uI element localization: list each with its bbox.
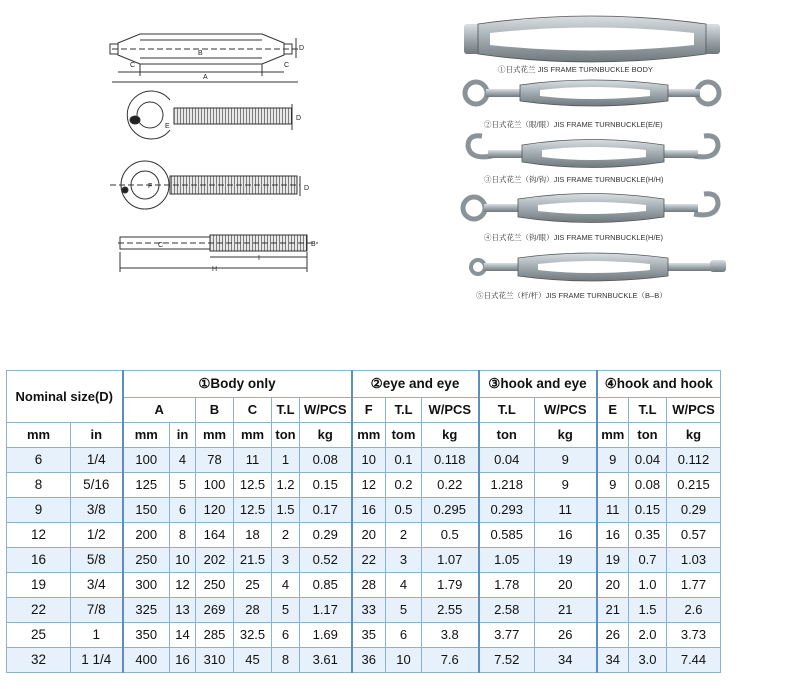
table-cell: 2.58 xyxy=(479,598,535,623)
table-cell: 7/8 xyxy=(71,598,123,623)
table-cell: 20 xyxy=(597,573,629,598)
column-header: F xyxy=(352,398,386,423)
table-cell: 3 xyxy=(272,548,300,573)
table-row xyxy=(7,648,721,673)
table-cell: 0.22 xyxy=(422,473,479,498)
table-row xyxy=(7,473,721,498)
turnbuckle-body-photo xyxy=(464,16,720,62)
column-header: W/PCS xyxy=(535,398,597,423)
table-cell: 11 xyxy=(234,448,272,473)
table-cell: 285 xyxy=(196,623,234,648)
table-cell: 202 xyxy=(196,548,234,573)
table-cell: 3.8 xyxy=(422,623,479,648)
table-cell: 1/4 xyxy=(71,448,123,473)
table-cell: 3/4 xyxy=(71,573,123,598)
table-cell: 19 xyxy=(597,548,629,573)
unit-cell: kg xyxy=(667,423,721,448)
table-cell: 400 xyxy=(123,648,170,673)
table-cell: 1 1/4 xyxy=(71,648,123,673)
table-cell: 9 xyxy=(535,448,597,473)
table-cell: 269 xyxy=(196,598,234,623)
table-cell: 0.52 xyxy=(300,548,352,573)
table-cell: 120 xyxy=(196,498,234,523)
table-cell: 16 xyxy=(597,523,629,548)
table-cell: 0.1 xyxy=(386,448,422,473)
dim-label: C xyxy=(284,62,290,69)
table-cell: 5 xyxy=(386,598,422,623)
column-header: W/PCS xyxy=(422,398,479,423)
table-cell: 25 xyxy=(234,573,272,598)
unit-cell: ton xyxy=(629,423,667,448)
table-cell: 32.5 xyxy=(234,623,272,648)
table-cell: 12 xyxy=(170,573,196,598)
table-cell: 1.5 xyxy=(629,598,667,623)
table-cell: 250 xyxy=(196,573,234,598)
table-cell: 10 xyxy=(170,548,196,573)
dim-label: C xyxy=(130,62,136,69)
nominal-size-header: Nominal size(D) xyxy=(7,371,123,423)
table-cell: 0.15 xyxy=(300,473,352,498)
table-cell: 26 xyxy=(597,623,629,648)
table-cell: 6 xyxy=(272,623,300,648)
table-cell: 3/8 xyxy=(71,498,123,523)
table-cell: 2 xyxy=(386,523,422,548)
table-row xyxy=(7,523,721,548)
caption-rod-rod: ⑤日式花兰（杆/杆）JIS FRAME TURNBUCKLE（B–B） xyxy=(476,291,667,300)
table-cell: 6 xyxy=(170,498,196,523)
table-cell: 12 xyxy=(7,523,71,548)
column-header: T.L xyxy=(272,398,300,423)
table-cell: 0.5 xyxy=(422,523,479,548)
table-cell: 9 xyxy=(597,473,629,498)
dim-label: B xyxy=(311,241,316,248)
table-cell: 0.112 xyxy=(667,448,721,473)
table-cell: 0.215 xyxy=(667,473,721,498)
unit-cell: kg xyxy=(300,423,352,448)
table-cell: 19 xyxy=(535,548,597,573)
table-cell: 12.5 xyxy=(234,473,272,498)
table-cell: 0.04 xyxy=(479,448,535,473)
table-cell: 1.0 xyxy=(629,573,667,598)
table-cell: 16 xyxy=(352,498,386,523)
table-cell: 5/16 xyxy=(71,473,123,498)
table-cell: 20 xyxy=(535,573,597,598)
table-cell: 0.57 xyxy=(667,523,721,548)
table-cell: 3 xyxy=(386,548,422,573)
table-cell: 22 xyxy=(7,598,71,623)
table-cell: 0.293 xyxy=(479,498,535,523)
table-cell: 12 xyxy=(352,473,386,498)
table-cell: 1/2 xyxy=(71,523,123,548)
column-header: T.L xyxy=(386,398,422,423)
table-row xyxy=(7,498,721,523)
table-cell: 1.2 xyxy=(272,473,300,498)
column-header: E xyxy=(597,398,629,423)
table-cell: 0.2 xyxy=(386,473,422,498)
group-header: ③hook and eye xyxy=(479,371,597,398)
table-cell: 26 xyxy=(535,623,597,648)
column-header: B xyxy=(196,398,234,423)
unit-cell: mm xyxy=(352,423,386,448)
turnbuckle-eye-eye-photo xyxy=(465,80,719,106)
table-cell: 310 xyxy=(196,648,234,673)
column-header: C xyxy=(234,398,272,423)
table-cell: 250 xyxy=(123,548,170,573)
table-cell: 6 xyxy=(386,623,422,648)
unit-cell: mm xyxy=(597,423,629,448)
table-cell: 78 xyxy=(196,448,234,473)
table-cell: 1.07 xyxy=(422,548,479,573)
table-cell: 10 xyxy=(386,648,422,673)
table-cell: 1.69 xyxy=(300,623,352,648)
table-cell: 2.6 xyxy=(667,598,721,623)
table-cell: 16 xyxy=(7,548,71,573)
product-drawings xyxy=(0,0,800,330)
table-cell: 8 xyxy=(170,523,196,548)
table-cell: 1.218 xyxy=(479,473,535,498)
table-cell: 0.04 xyxy=(629,448,667,473)
table-cell: 0.35 xyxy=(629,523,667,548)
table-cell: 1.03 xyxy=(667,548,721,573)
table-cell: 34 xyxy=(597,648,629,673)
column-header: T.L xyxy=(479,398,535,423)
table-cell: 0.08 xyxy=(300,448,352,473)
dim-label: E xyxy=(165,123,170,130)
turnbuckle-hook-hook-photo xyxy=(468,136,718,168)
unit-cell: ton xyxy=(479,423,535,448)
table-cell: 3.0 xyxy=(629,648,667,673)
units-row xyxy=(7,423,721,448)
technical-drawing-eye xyxy=(110,161,300,209)
table-cell: 0.85 xyxy=(300,573,352,598)
table-cell: 14 xyxy=(170,623,196,648)
table-cell: 21 xyxy=(597,598,629,623)
caption-eye-eye: ②日式花兰（眼/眼）JIS FRAME TURNBUCKLE(E/E) xyxy=(484,120,663,129)
table-cell: 1.78 xyxy=(479,573,535,598)
table-cell: 325 xyxy=(123,598,170,623)
table-cell: 3.61 xyxy=(300,648,352,673)
dim-label: D xyxy=(296,115,302,122)
unit-cell: ton xyxy=(272,423,300,448)
table-cell: 0.15 xyxy=(629,498,667,523)
table-cell: 2.55 xyxy=(422,598,479,623)
unit-cell: mm xyxy=(196,423,234,448)
table-cell: 125 xyxy=(123,473,170,498)
table-cell: 45 xyxy=(234,648,272,673)
table-cell: 350 xyxy=(123,623,170,648)
table-cell: 34 xyxy=(535,648,597,673)
table-cell: 1.79 xyxy=(422,573,479,598)
table-cell: 0.5 xyxy=(386,498,422,523)
table-row xyxy=(7,598,721,623)
table-cell: 10 xyxy=(352,448,386,473)
table-cell: 0.7 xyxy=(629,548,667,573)
column-header: T.L xyxy=(629,398,667,423)
table-cell: 16 xyxy=(170,648,196,673)
table-cell: 2 xyxy=(272,523,300,548)
caption-hook-eye: ④日式花兰（钩/眼）JIS FRAME TURNBUCKLE(H/E) xyxy=(484,233,664,242)
unit-cell: in xyxy=(170,423,196,448)
dim-label: A xyxy=(203,74,208,81)
table-row xyxy=(7,573,721,598)
table-cell: 150 xyxy=(123,498,170,523)
table-cell: 2.0 xyxy=(629,623,667,648)
turnbuckle-hook-eye-photo xyxy=(463,194,718,223)
table-cell: 21.5 xyxy=(234,548,272,573)
table-cell: 12.5 xyxy=(234,498,272,523)
table-cell: 6 xyxy=(7,448,71,473)
table-cell: 33 xyxy=(352,598,386,623)
table-cell: 0.29 xyxy=(667,498,721,523)
table-cell: 9 xyxy=(7,498,71,523)
table-cell: 28 xyxy=(352,573,386,598)
column-header: A xyxy=(123,398,196,423)
table-cell: 32 xyxy=(7,648,71,673)
table-cell: 25 xyxy=(7,623,71,648)
column-header: W/PCS xyxy=(300,398,352,423)
table-cell: 16 xyxy=(535,523,597,548)
table-cell: 35 xyxy=(352,623,386,648)
spec-table xyxy=(6,370,721,673)
table-cell: 1.77 xyxy=(667,573,721,598)
table-cell: 5 xyxy=(170,473,196,498)
table-cell: 36 xyxy=(352,648,386,673)
table-cell: 3.73 xyxy=(667,623,721,648)
dim-label: C xyxy=(158,242,164,249)
table-row xyxy=(7,548,721,573)
dim-label: F xyxy=(148,183,153,190)
unit-cell: tom xyxy=(386,423,422,448)
caption-body: ①日式花兰 JIS FRAME TURNBUCKLE BODY xyxy=(498,65,653,74)
table-cell: 300 xyxy=(123,573,170,598)
table-cell: 4 xyxy=(272,573,300,598)
table-cell: 20 xyxy=(352,523,386,548)
table-cell: 18 xyxy=(234,523,272,548)
group-header: ④hook and hook xyxy=(597,371,721,398)
caption-hook-hook: ③日式花兰（钩/钩）JIS FRAME TURNBUCKLE(H/H) xyxy=(484,175,664,184)
table-cell: 19 xyxy=(7,573,71,598)
table-cell: 7.44 xyxy=(667,648,721,673)
table-cell: 5 xyxy=(272,598,300,623)
table-cell: 11 xyxy=(597,498,629,523)
dim-label: I xyxy=(258,255,260,262)
technical-drawing-hook xyxy=(127,91,292,139)
table-cell: 0.17 xyxy=(300,498,352,523)
group-header: ②eye and eye xyxy=(352,371,479,398)
table-cell: 0.118 xyxy=(422,448,479,473)
unit-cell: kg xyxy=(535,423,597,448)
table-cell: 8 xyxy=(7,473,71,498)
unit-cell: mm xyxy=(123,423,170,448)
table-cell: 200 xyxy=(123,523,170,548)
dim-label: D xyxy=(304,185,310,192)
table-cell: 7.6 xyxy=(422,648,479,673)
table-row xyxy=(7,623,721,648)
table-cell: 21 xyxy=(535,598,597,623)
table-cell: 9 xyxy=(535,473,597,498)
unit-cell: mm xyxy=(234,423,272,448)
table-cell: 100 xyxy=(123,448,170,473)
unit-cell: mm xyxy=(7,423,71,448)
table-cell: 28 xyxy=(234,598,272,623)
table-cell: 100 xyxy=(196,473,234,498)
technical-drawing-rod xyxy=(118,235,318,272)
table-cell: 1.17 xyxy=(300,598,352,623)
table-cell: 1.05 xyxy=(479,548,535,573)
table-cell: 0.585 xyxy=(479,523,535,548)
table-cell: 5/8 xyxy=(71,548,123,573)
table-cell: 22 xyxy=(352,548,386,573)
column-header: W/PCS xyxy=(667,398,721,423)
table-cell: 3.77 xyxy=(479,623,535,648)
table-cell: 8 xyxy=(272,648,300,673)
table-cell: 0.295 xyxy=(422,498,479,523)
table-cell: 7.52 xyxy=(479,648,535,673)
table-cell: 4 xyxy=(170,448,196,473)
table-cell: 11 xyxy=(535,498,597,523)
table-cell: 4 xyxy=(386,573,422,598)
table-row xyxy=(7,448,721,473)
table-cell: 1 xyxy=(272,448,300,473)
table-cell: 1 xyxy=(71,623,123,648)
dim-label: H xyxy=(212,266,218,273)
unit-cell: kg xyxy=(422,423,479,448)
unit-cell: in xyxy=(71,423,123,448)
turnbuckle-rod-rod-photo xyxy=(471,253,726,281)
dim-label: D xyxy=(299,45,305,52)
dim-label: B xyxy=(198,50,203,57)
table-cell: 1.5 xyxy=(272,498,300,523)
table-cell: 164 xyxy=(196,523,234,548)
table-cell: 13 xyxy=(170,598,196,623)
table-cell: 0.08 xyxy=(629,473,667,498)
table-cell: 9 xyxy=(597,448,629,473)
table-cell: 0.29 xyxy=(300,523,352,548)
group-header: ①Body only xyxy=(123,371,352,398)
